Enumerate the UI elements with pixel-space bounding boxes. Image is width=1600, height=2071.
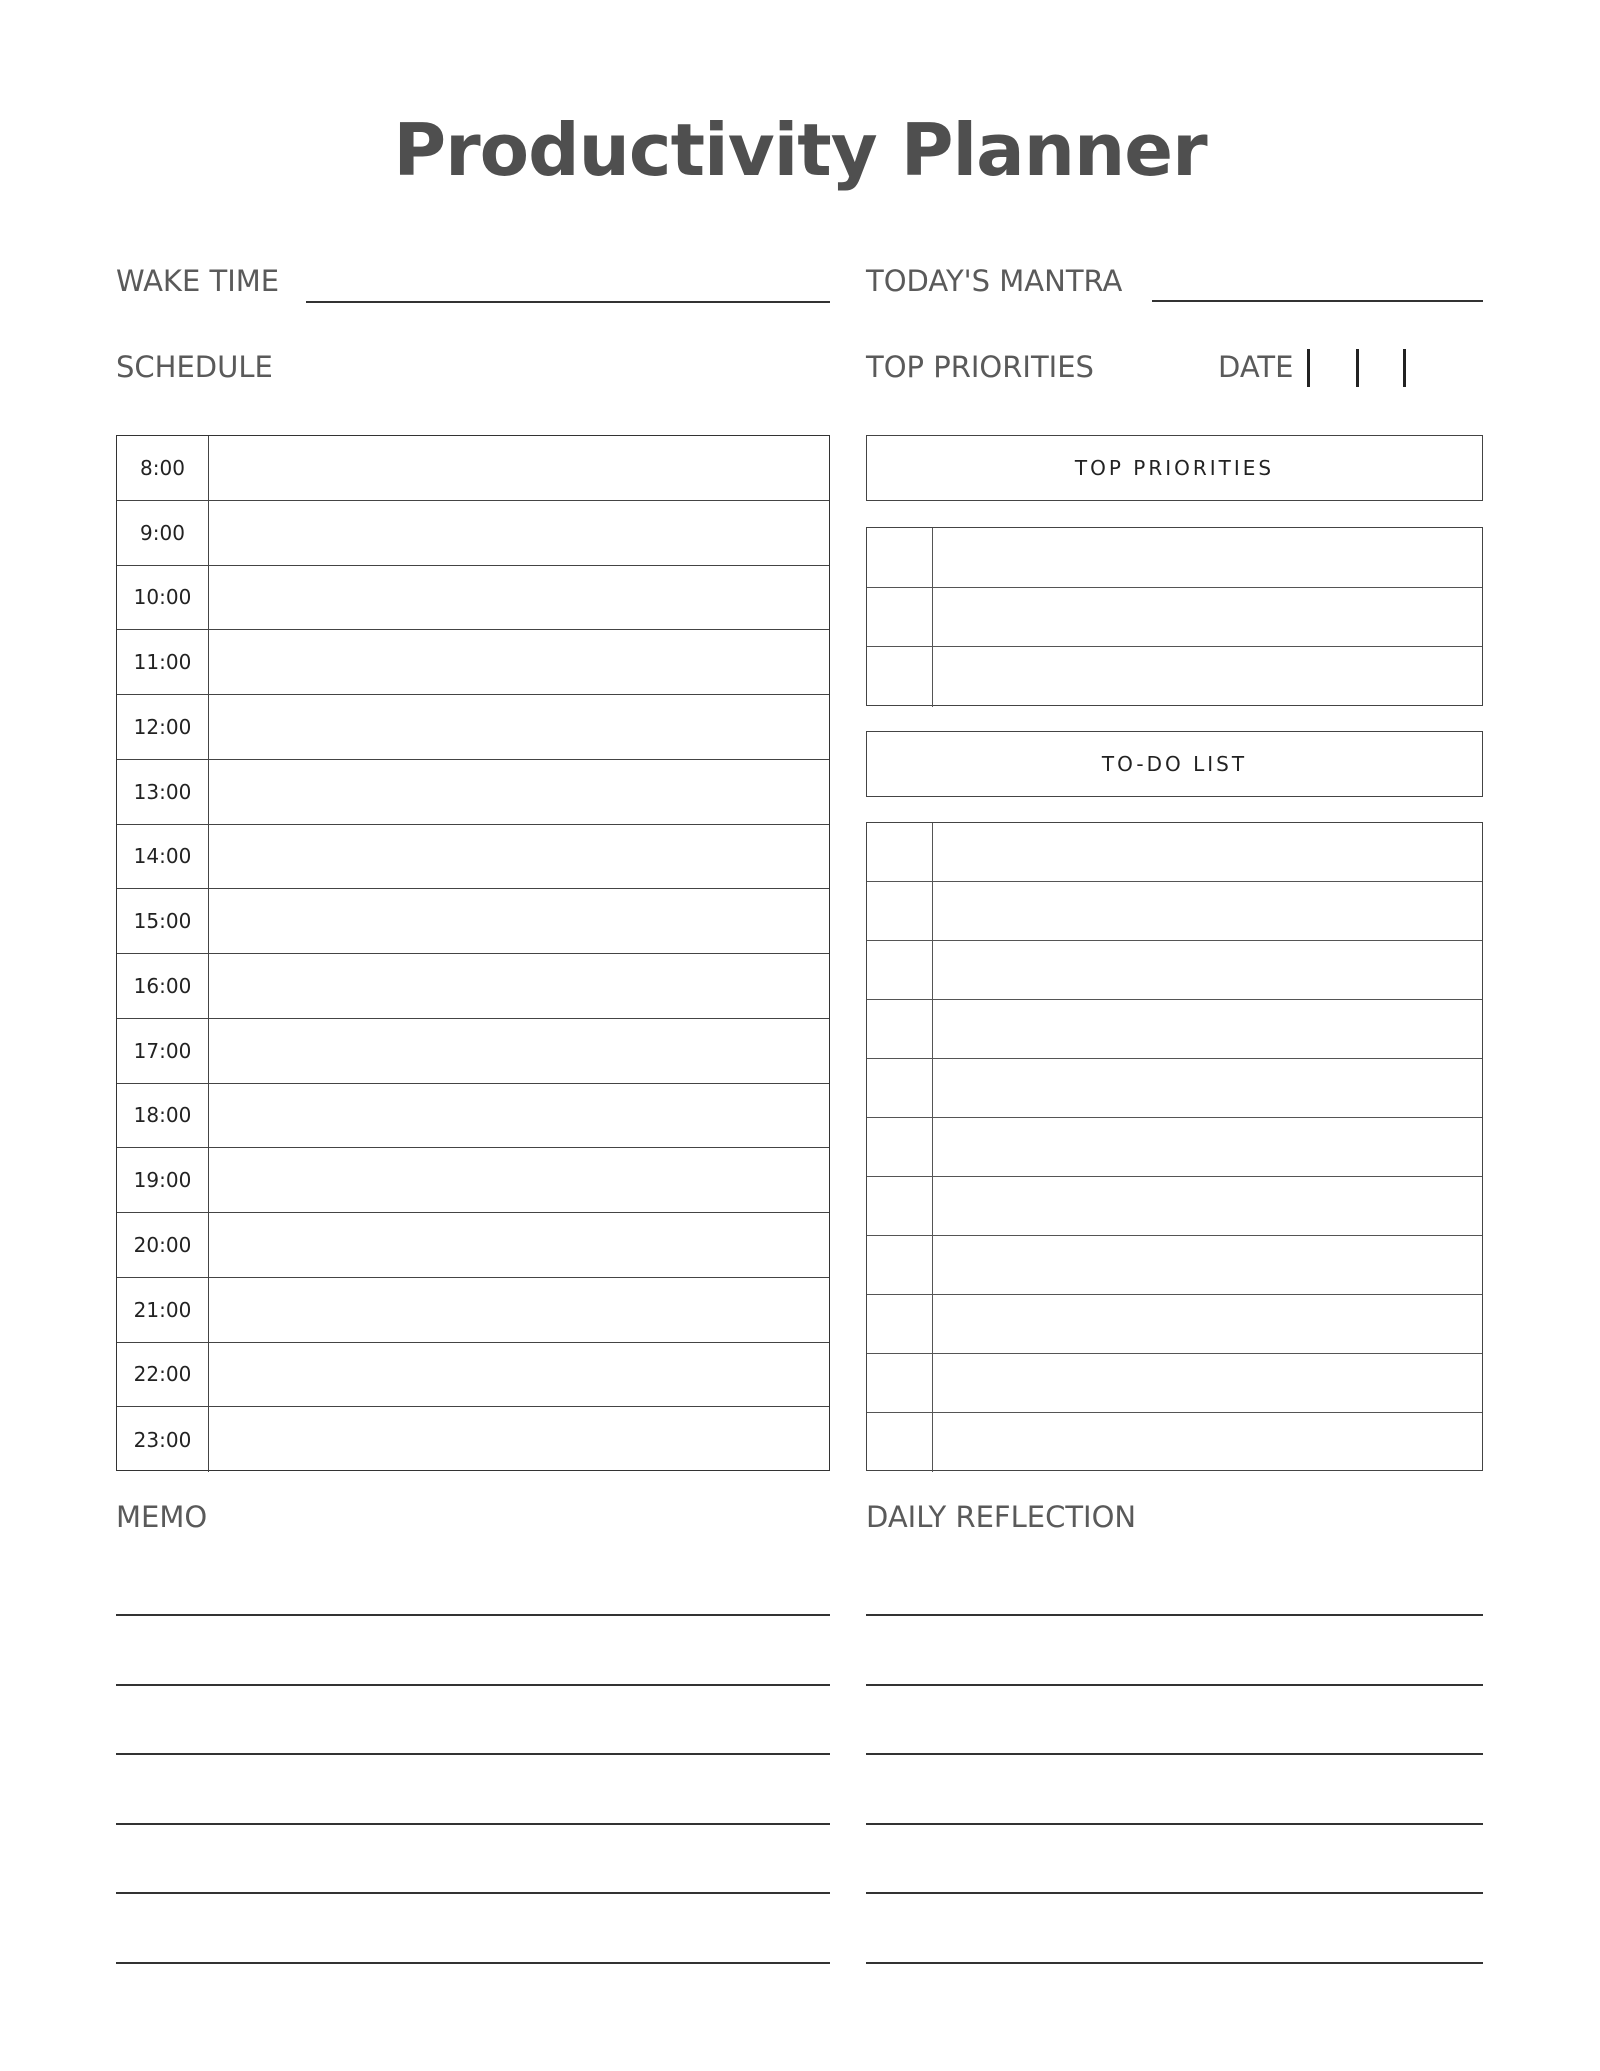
todo-list <box>866 822 1483 1471</box>
todo-checkbox[interactable] <box>867 1118 933 1176</box>
top-priorities-heading: TOP PRIORITIES <box>866 435 1483 501</box>
schedule-time: 9:00 <box>117 501 209 565</box>
todo-checkbox[interactable] <box>867 1177 933 1235</box>
schedule-row[interactable] <box>117 1148 829 1213</box>
priority-checkbox[interactable] <box>867 528 933 587</box>
todo-checkbox[interactable] <box>867 1295 933 1353</box>
todo-row[interactable] <box>867 1413 1482 1472</box>
schedule-time: 11:00 <box>117 630 209 694</box>
schedule-row[interactable] <box>117 695 829 760</box>
schedule-time: 13:00 <box>117 760 209 824</box>
schedule-time: 12:00 <box>117 695 209 759</box>
todo-row[interactable] <box>867 1177 1482 1236</box>
reflection-label: DAILY REFLECTION <box>866 1500 1137 1534</box>
priority-checkbox[interactable] <box>867 647 933 707</box>
schedule-time: 21:00 <box>117 1278 209 1342</box>
todo-row[interactable] <box>867 1236 1482 1295</box>
date-separator <box>1403 349 1406 387</box>
reflection-line[interactable] <box>866 1684 1483 1686</box>
date-separator <box>1307 349 1310 387</box>
todo-checkbox[interactable] <box>867 882 933 940</box>
reflection-line[interactable] <box>866 1823 1483 1825</box>
todo-checkbox[interactable] <box>867 1413 933 1472</box>
schedule-time: 17:00 <box>117 1019 209 1083</box>
memo-line[interactable] <box>116 1892 830 1894</box>
top-priorities-label: TOP PRIORITIES <box>866 350 1094 384</box>
memo-line[interactable] <box>116 1962 830 1964</box>
todo-checkbox[interactable] <box>867 941 933 999</box>
schedule-row[interactable] <box>117 760 829 825</box>
schedule-time: 16:00 <box>117 954 209 1018</box>
date-label: DATE <box>1218 350 1294 384</box>
memo-label: MEMO <box>116 1500 208 1534</box>
schedule-row[interactable] <box>117 1343 829 1408</box>
schedule-time: 15:00 <box>117 889 209 953</box>
schedule-row[interactable] <box>117 889 829 954</box>
memo-line[interactable] <box>116 1753 830 1755</box>
todo-row[interactable] <box>867 1295 1482 1354</box>
schedule-time: 14:00 <box>117 825 209 889</box>
reflection-line[interactable] <box>866 1753 1483 1755</box>
todo-checkbox[interactable] <box>867 823 933 881</box>
schedule-row[interactable] <box>117 1278 829 1343</box>
reflection-line[interactable] <box>866 1962 1483 1964</box>
reflection-line[interactable] <box>866 1614 1483 1616</box>
schedule-table <box>116 435 830 1471</box>
top-priorities-list <box>866 527 1483 706</box>
priority-row[interactable] <box>867 528 1482 588</box>
priority-checkbox[interactable] <box>867 588 933 647</box>
memo-line[interactable] <box>116 1823 830 1825</box>
priority-row[interactable] <box>867 588 1482 648</box>
schedule-time: 10:00 <box>117 566 209 630</box>
schedule-row[interactable] <box>117 501 829 566</box>
schedule-row[interactable] <box>117 1213 829 1278</box>
schedule-time: 23:00 <box>117 1407 209 1472</box>
todo-heading: TO-DO LIST <box>866 731 1483 797</box>
schedule-time: 20:00 <box>117 1213 209 1277</box>
memo-line[interactable] <box>116 1684 830 1686</box>
schedule-row[interactable] <box>117 954 829 1019</box>
mantra-label: TODAY'S MANTRA <box>866 264 1123 298</box>
mantra-line[interactable] <box>1152 300 1483 302</box>
todo-row[interactable] <box>867 1000 1482 1059</box>
todo-row[interactable] <box>867 882 1482 941</box>
schedule-row[interactable] <box>117 1019 829 1084</box>
schedule-row[interactable] <box>117 566 829 631</box>
schedule-time: 19:00 <box>117 1148 209 1212</box>
schedule-row[interactable] <box>117 1084 829 1149</box>
reflection-line[interactable] <box>866 1892 1483 1894</box>
todo-checkbox[interactable] <box>867 1354 933 1412</box>
wake-time-line[interactable] <box>306 301 830 303</box>
page-title: Productivity Planner <box>393 108 1207 192</box>
todo-row[interactable] <box>867 1118 1482 1177</box>
schedule-row[interactable] <box>117 630 829 695</box>
todo-row[interactable] <box>867 1354 1482 1413</box>
todo-checkbox[interactable] <box>867 1236 933 1294</box>
schedule-row[interactable] <box>117 1407 829 1472</box>
schedule-row[interactable] <box>117 825 829 890</box>
priority-row[interactable] <box>867 647 1482 707</box>
todo-row[interactable] <box>867 823 1482 882</box>
date-separator <box>1356 349 1359 387</box>
wake-time-label: WAKE TIME <box>116 264 280 298</box>
memo-line[interactable] <box>116 1614 830 1616</box>
schedule-time: 8:00 <box>117 436 209 500</box>
schedule-time: 18:00 <box>117 1084 209 1148</box>
schedule-time: 22:00 <box>117 1343 209 1407</box>
todo-checkbox[interactable] <box>867 1059 933 1117</box>
schedule-row[interactable] <box>117 436 829 501</box>
todo-checkbox[interactable] <box>867 1000 933 1058</box>
schedule-label: SCHEDULE <box>116 350 273 384</box>
todo-row[interactable] <box>867 941 1482 1000</box>
todo-row[interactable] <box>867 1059 1482 1118</box>
